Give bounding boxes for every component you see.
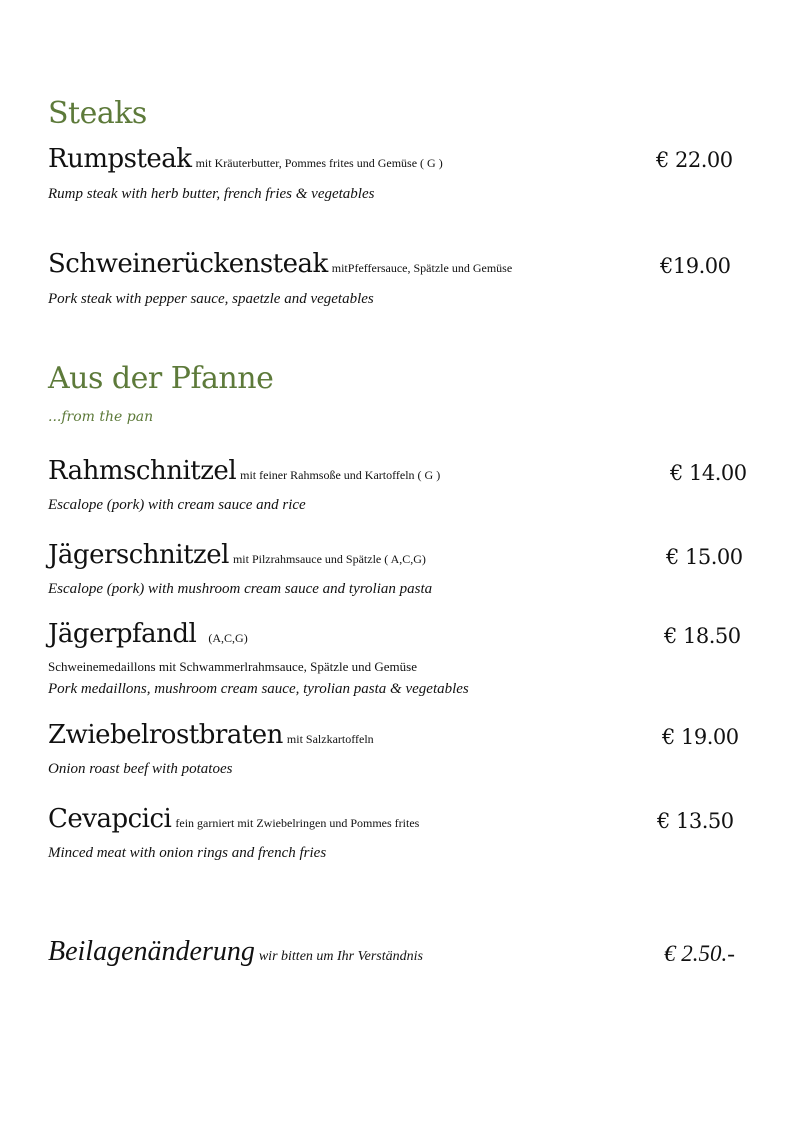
item-price: € 18.50 [664,624,741,648]
item-english: Escalope (pork) with cream sauce and rice [48,497,306,513]
item-description: mitPfeffersauce, Spätzle und Gemüse [331,261,513,275]
item-description: mit Salzkartoffeln [286,732,374,746]
item-english: Pork steak with pepper sauce, spaetzle and vegetables [48,291,374,307]
item-english: Pork medaillons, mushroom cream sauce, tyrolian pasta & vegetables [48,681,469,697]
menu-item-cevapcici [48,804,419,834]
item-description: mit Kräuterbutter, Pommes frites und Gemüse ( G ) [195,156,443,170]
menu-item-jaegerschnitzel [48,540,426,570]
item-price: €19.00 [660,254,731,278]
item-name: Zwiebelrostbraten [48,720,283,750]
item-name: Rumpsteak [48,144,192,174]
item-name: Schweinerückensteak [48,249,328,279]
menu-item-rumpsteak [48,144,443,174]
menu-item-schweinerueckensteak [48,249,512,279]
section-title-steaks: Steaks [48,96,147,131]
item-english: Escalope (pork) with mushroom cream sauce and tyrolian pasta [48,581,433,597]
item-english: Minced meat with onion rings and french fries [48,845,327,861]
item-description: fein garniert mit Zwiebelringen und Pommes frites [175,816,420,830]
surcharge-name: Beilagenänderung [48,936,255,967]
surcharge-price: € 2.50.- [664,941,735,966]
item-name: Jägerpfandl [48,619,197,649]
section-subtitle: ...from the pan [48,409,154,425]
menu-item-zwiebelrostbraten [48,720,374,750]
item-english: Onion roast beef with potatoes [48,761,233,777]
surcharge-line [48,936,423,968]
item-price: € 15.00 [666,545,743,569]
section-title-pan: Aus der Pfanne [48,361,274,396]
item-description: mit Pilzrahmsauce und Spätzle ( A,C,G) [232,552,426,566]
item-price: € 22.00 [656,148,733,172]
menu-item-jaegerpfandl [48,619,248,649]
item-allergens: (A,C,G) [208,631,248,645]
menu-item-rahmschnitzel [48,456,440,486]
item-german-description: Schweinemedaillons mit Schwammerlrahmsauce, Spätzle und Gemüse [48,659,417,674]
item-description: mit feiner Rahmsoße und Kartoffeln ( G ) [240,468,441,482]
surcharge-description: wir bitten um Ihr Verständnis [258,949,423,964]
item-name: Rahmschnitzel [48,456,237,486]
item-price: € 19.00 [662,725,739,749]
item-price: € 14.00 [670,461,747,485]
item-name: Jägerschnitzel [48,540,229,570]
item-name: Cevapcici [48,804,172,834]
item-english: Rump steak with herb butter, french fries & vegetables [48,186,375,202]
item-price: € 13.50 [657,809,734,833]
